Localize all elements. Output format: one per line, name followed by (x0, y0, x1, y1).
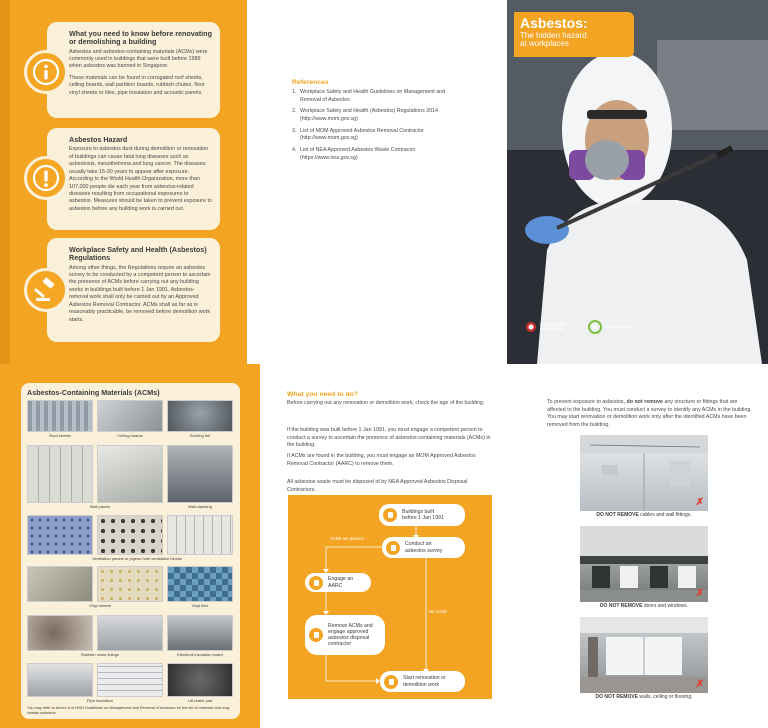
removal-icon (309, 628, 323, 642)
info-card-regulations (47, 238, 220, 342)
info-icon (32, 58, 60, 86)
card-paragraph: These materials can be found in corrugated roof sheets, ceiling boards, wall partition boards, rubbish chutes, floor vinyl sheets or tiles, pipe insulation and acoustic panels. (69, 74, 205, 96)
wsh-logo-icon (588, 320, 602, 334)
flow-step-remove-acms (305, 615, 385, 655)
references-panel (247, 0, 507, 364)
info-card-hazard (47, 128, 220, 230)
photo-pipe-insulation-2 (97, 663, 163, 697)
photo-doors-windows (580, 526, 708, 602)
caption-roof-sheets: Roof sheets (49, 433, 71, 438)
reference-item (292, 128, 462, 143)
reference-text: Workplace Safety and Health (Asbestos) Regulations 2014 (http://www.mom.gov.sg) (300, 108, 438, 123)
logos (525, 320, 632, 334)
caption-text: doors and windows. (643, 603, 689, 609)
photo-vinyl-sheets-2 (97, 566, 163, 602)
cover-title-box (514, 12, 634, 57)
reference-number: 4. (292, 147, 297, 154)
acm-panel (0, 364, 260, 728)
card-title: Asbestos Hazard (69, 135, 128, 144)
cover-subtitle-line: The hidden hazard (520, 31, 587, 40)
contractor-icon (309, 576, 323, 590)
caption-text: walls, ceiling or flooring. (639, 694, 693, 700)
reference-item (292, 89, 462, 104)
wall-fittings-illustration (580, 435, 708, 511)
caption-pipe-insulation: Pipe insulation (86, 698, 114, 703)
need-paragraph: All asbestos waste must be disposed of by NEA Approved Asbestos Disposal Contractors. (287, 479, 468, 493)
info-badge (24, 50, 68, 94)
prevent-panel (514, 364, 768, 728)
card-title: What you need to know before renovating or demolishing a building (69, 29, 212, 47)
references-title: References (292, 79, 329, 86)
caption-wall-panels: Wall panels (89, 504, 111, 509)
photo-ventilation-3 (167, 515, 233, 555)
caption-walls (574, 694, 714, 700)
info-card-renovating (47, 22, 220, 118)
info-panel (0, 0, 247, 364)
cross-icon: ✗ (695, 588, 704, 599)
photo-ventilation-1 (27, 515, 93, 555)
flowchart (288, 495, 492, 699)
cross-icon: ✗ (695, 679, 704, 690)
photo-wall-panels-2 (97, 445, 163, 503)
cover-subtitle (520, 32, 628, 49)
prevent-emphasis: do not remove (626, 399, 663, 405)
do-not-remove-label: DO NOT REMOVE (596, 512, 639, 518)
caption-text: cables and wall fittings. (640, 512, 692, 518)
card-title: Workplace Safety and Health (Asbestos) Regulations (69, 245, 207, 263)
panel-stripe (0, 0, 10, 364)
photo-ventilation-2 (97, 515, 163, 555)
photo-lift-brake (167, 663, 233, 697)
photo-wall-cladding (167, 445, 233, 503)
mom-logo (525, 321, 566, 333)
card-paragraph: Asbestos and asbestos-containing materials (ACMs) were commonly used in buildings that were built before 1989 when asbestos was banned in Singapore. (69, 48, 208, 70)
reference-number: 3. (292, 127, 297, 134)
do-not-remove-label: DO NOT REMOVE (595, 694, 639, 700)
reference-text: List of MOM Approved Asbestos Removal Contractor (http://www.mom.gov.sg) (300, 127, 424, 142)
flow-step-text: Start renovation or (403, 675, 446, 682)
wsh-logo (588, 320, 633, 334)
reference-text: Workplace Safety and Health Guidelines on Management and Removal of Asbestos (300, 89, 446, 103)
flow-step-engage-aarc (305, 573, 371, 592)
photo-cables-wall-fittings (580, 435, 708, 511)
prevent-paragraph (547, 399, 753, 429)
photo-roof-sheets (27, 400, 93, 432)
flow-step-text: asbestos survey (405, 547, 443, 554)
caption-roofing-felt: Roofing felt (189, 433, 211, 438)
caption-vinyl-tiles: Vinyl tiles (191, 603, 209, 608)
card-paragraph: Among other things, the Regulations require an asbestos survey to be conducted by a competent person to ascertain the presence of ACMs before carrying out any building works in buildings built before 1 Jan 1991. Asbestos-removal work shall only be carried out by an Approved Asbestos Removal Contractor. ACMs shall as far as is reasonably practicable, be removed before demolition work starts. (69, 264, 211, 323)
acm-title: Asbestos-Containing Materials (ACMs) (27, 388, 160, 397)
reference-item (292, 108, 462, 123)
acm-note: You may refer to Annex A of WSH Guidelines on Management and Removal of Asbestos for the list of materials that may contain asbestos. (27, 706, 230, 715)
interior-illustration (580, 617, 708, 693)
flow-step-start-work (380, 671, 465, 692)
need-paragraph: If the building was built before 1 Jan 1991, you must engage a competent person to conduct a survey to ascertain the presence of asbestos-containing materials (ACMs) in the building. (287, 427, 491, 449)
flow-step-text: asbestos disposal (328, 635, 370, 641)
flow-step-text: before 1 Jan 1991 (402, 515, 444, 521)
regulations-badge (24, 268, 68, 312)
photo-vinyl-sheets-1 (27, 566, 93, 602)
references-list (292, 89, 462, 166)
do-not-remove-label: DO NOT REMOVE (599, 603, 643, 609)
reference-number: 2. (292, 108, 297, 115)
flow-step-text: contractor (328, 641, 352, 648)
need-to-do-title: What you need to do? (287, 391, 358, 398)
photo-wall-panels-1 (27, 445, 93, 503)
caption-rubbish-chute: Rubbish chute linings (80, 652, 120, 657)
clipboard-icon (386, 541, 400, 555)
gavel-icon (32, 276, 60, 304)
flow-step-text: engage approved (328, 628, 369, 635)
mom-logo-text: MINISTRY OF (540, 321, 566, 327)
flow-label-acms-present: ACMs are present (330, 536, 364, 541)
caption-vinyl-sheets: Vinyl sheets (89, 603, 111, 608)
photo-rubbish-chute-2 (97, 615, 163, 651)
flow-step-text: Conduct an (405, 541, 432, 548)
reference-number: 1. (292, 89, 297, 95)
tools-icon (384, 675, 398, 689)
reference-text: List of NEA Approved Asbestos Waste Contractor (https://www.nea.gov.sg) (300, 147, 416, 161)
caption-ceiling-boards: Ceiling boards (117, 433, 143, 438)
card-paragraph: Exposure to asbestos dust during demolition or renovation of buildings can cause fatal lung diseases such as asbestosis, mesothelioma and lung cancer. The diseases usually take 15-30 years to appear after exposure. According to the World Health Organization, more than 107,000 people die each year from asbestos-related diseases resulting from occupational exposures to asbestos. Measures should be taken to prevent exposure to asbestos before any building work is carried out. (69, 146, 212, 212)
mom-logo-text: MANPOWER (540, 326, 565, 331)
caption-doors (574, 603, 714, 609)
mom-logo-icon (525, 321, 537, 333)
need-paragraph: If ACMs are found in the building, you must engage an MOM Approved Asbestos Removal Contractor (AARC) to remove them. (287, 453, 476, 467)
flow-step-text: Engage an AARC (328, 576, 354, 589)
photo-rubbish-chute-1 (27, 615, 93, 651)
photo-walls-ceiling-flooring (580, 617, 708, 693)
need-paragraph: Before carrying out any renovation or demolition work, check the age of the building. (287, 400, 485, 406)
building-illustration (580, 526, 708, 602)
photo-electrical-board (167, 615, 233, 651)
acm-card (21, 383, 240, 719)
exclamation-icon (32, 164, 60, 192)
caption-ventilation: Ventilation panels or pigeon hole ventilation blocks (92, 556, 182, 561)
building-icon (383, 508, 397, 522)
photo-ceiling-boards (97, 400, 163, 432)
cover-panel (507, 0, 768, 364)
reference-item (292, 147, 462, 162)
caption-lift-brake: Lift brake pad (187, 698, 213, 703)
flow-step-built-before-1991 (379, 504, 465, 526)
wsh-logo-text: WSHCOUNCIL (604, 323, 633, 329)
caption-cables (574, 512, 714, 518)
photo-pipe-insulation-1 (27, 663, 93, 697)
cross-icon: ✗ (695, 497, 704, 508)
flow-label-no-acms: No ACMs (429, 609, 447, 614)
flow-step-text: Buildings built (402, 508, 435, 515)
flow-step-conduct-survey (382, 537, 465, 558)
caption-electrical: Electrical insulation board (177, 652, 223, 657)
flow-step-text: Remove ACMs and (328, 622, 373, 629)
photo-vinyl-tiles (167, 566, 233, 602)
prevent-text: To prevent exposure to asbestos, (547, 399, 627, 405)
flow-step-text: demolition work (403, 681, 440, 688)
cover-title: Asbestos: (520, 15, 588, 31)
hazard-badge (24, 156, 68, 200)
cover-subtitle-line: at workplaces (520, 39, 569, 49)
need-to-do-panel (260, 364, 514, 728)
prevent-text: any structure or fittings that are affected to the building. You must conduct a survey to identify any ACMs in the building. You may start renovation or demolition work only after the identified ACMs have been removed from the building. (547, 399, 752, 428)
photo-roofing-felt (167, 400, 233, 432)
caption-wall-cladding: Wall cladding (188, 504, 212, 509)
